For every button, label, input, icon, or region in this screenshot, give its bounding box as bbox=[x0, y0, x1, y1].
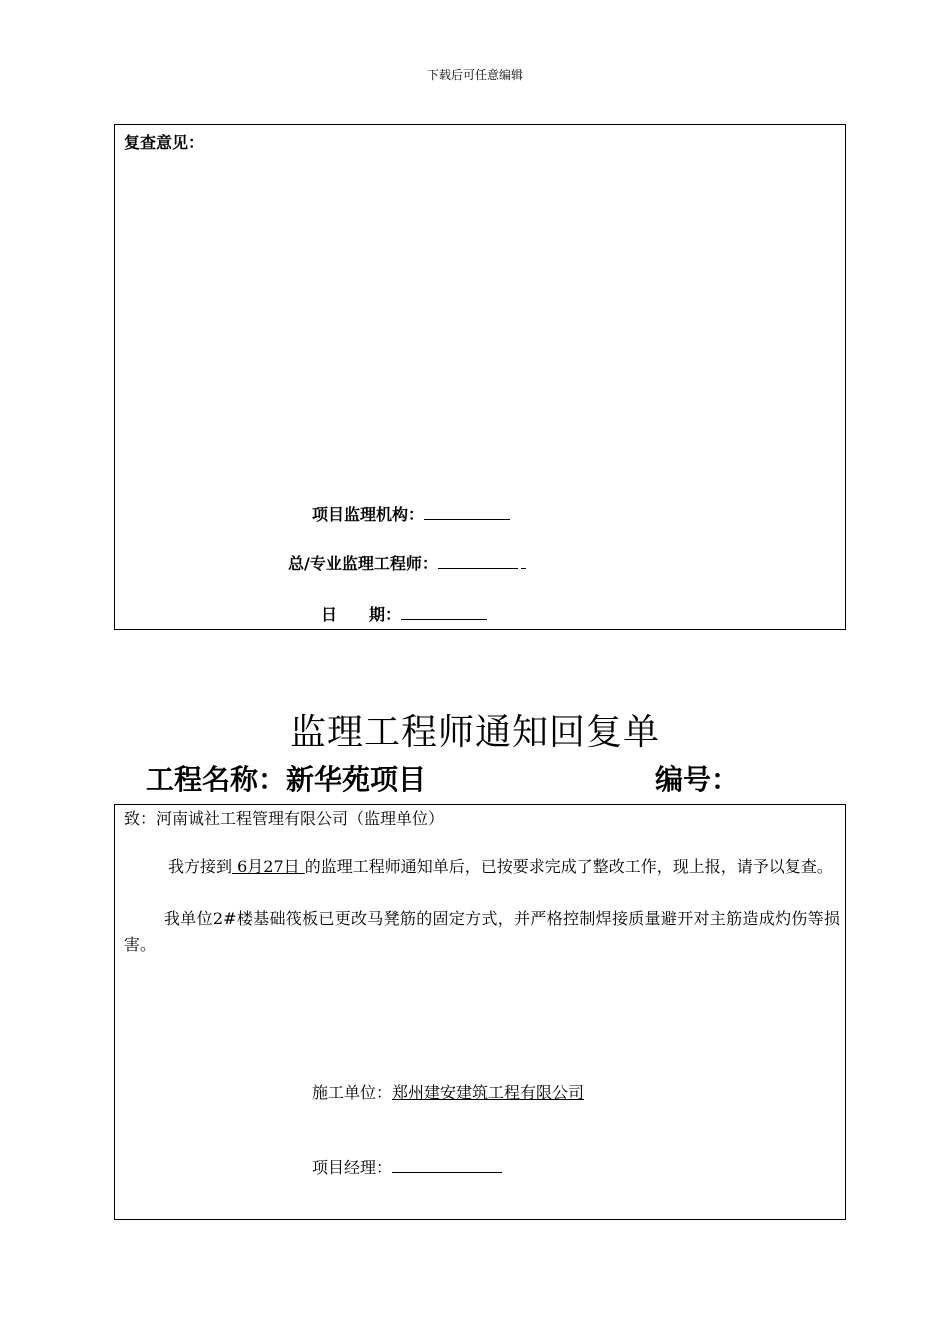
review-label: 复查意见： bbox=[124, 133, 205, 152]
date-blank[interactable] bbox=[401, 605, 487, 620]
reply-paragraph-1 bbox=[124, 854, 840, 880]
engineer-label: 总/专业监理工程师： bbox=[288, 554, 438, 573]
agency-blank[interactable] bbox=[424, 505, 510, 520]
notice-date: 6月27日 bbox=[232, 857, 305, 876]
para1-suffix: 的监理工程师通知单后，已按要求完成了整改工作，现上报，请予以复查。 bbox=[304, 857, 833, 876]
manager-line bbox=[312, 1155, 502, 1178]
agency-label: 项目监理机构： bbox=[312, 505, 425, 524]
reply-paragraph-2: 我单位2#楼基础筏板已更改马凳筋的固定方式，并严格控制焊接质量避开对主筋造成灼伤等损害。 bbox=[124, 909, 840, 954]
form-title: 监理工程师通知回复单 bbox=[289, 712, 660, 753]
contractor-label: 施工单位： bbox=[312, 1083, 393, 1102]
date-label: 日 期： bbox=[321, 605, 402, 624]
project-name-line bbox=[146, 758, 426, 798]
manager-blank[interactable] bbox=[392, 1158, 502, 1173]
contractor-value: 郑州建安建筑工程有限公司 bbox=[392, 1083, 585, 1102]
contractor-line bbox=[312, 1080, 584, 1103]
para1-prefix: 我方接到 bbox=[168, 857, 233, 876]
project-name-label: 工程名称： bbox=[146, 763, 287, 796]
engineer-line bbox=[288, 551, 526, 574]
date-line bbox=[321, 602, 487, 625]
agency-line bbox=[312, 502, 510, 525]
engineer-blank[interactable] bbox=[438, 554, 518, 569]
project-name-value: 新华苑项目 bbox=[286, 763, 427, 796]
manager-label: 项目经理： bbox=[312, 1158, 393, 1177]
engineer-blank-tail bbox=[521, 554, 526, 569]
header-note: 下载后可任意编辑 bbox=[426, 68, 523, 82]
recipient-line: 致：河南诚社工程管理有限公司（监理单位） bbox=[124, 809, 445, 828]
project-number-label: 编号： bbox=[655, 763, 740, 796]
